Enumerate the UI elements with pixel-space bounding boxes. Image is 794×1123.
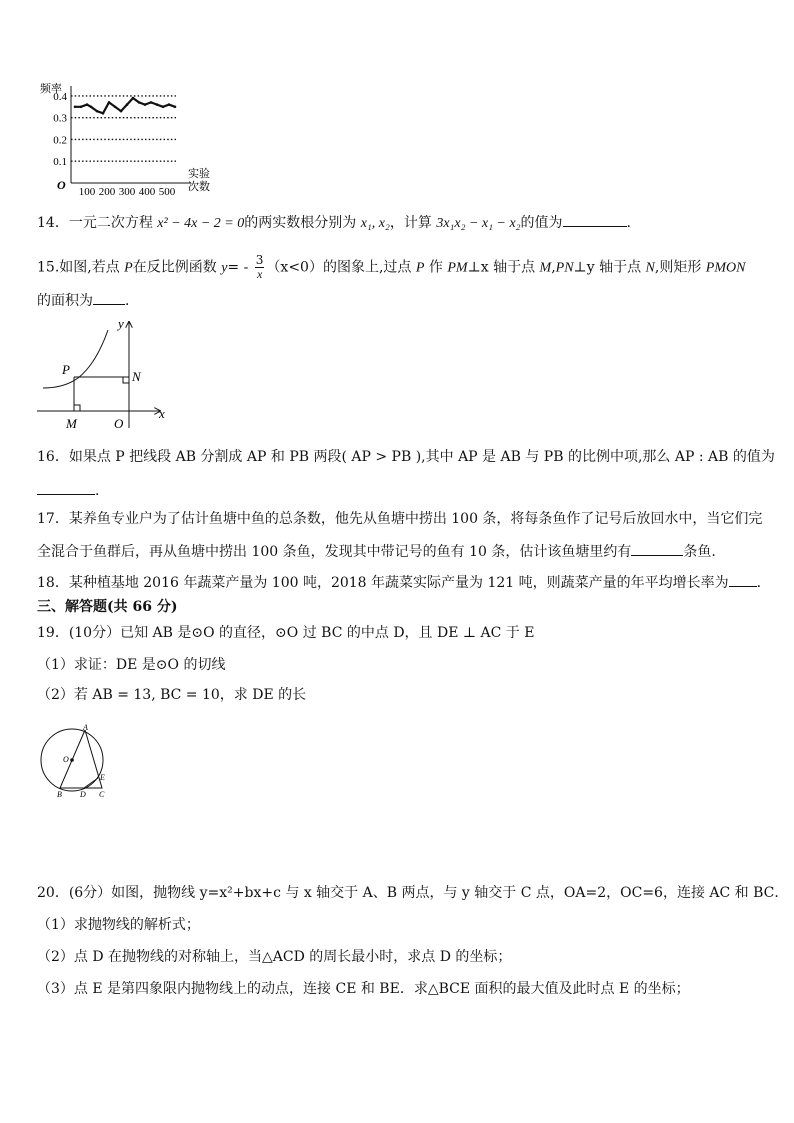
q19-label-e: E	[100, 773, 105, 782]
chart-data-point	[108, 101, 111, 104]
chart-data-point	[162, 105, 165, 108]
q15-pn: PN	[555, 260, 574, 276]
chart-x-tick-label: 200	[98, 186, 116, 195]
q15-pmon: PMON	[705, 260, 746, 276]
q15-line2: 的面积为	[37, 293, 93, 309]
q14-roots: x₁, x₂	[360, 216, 390, 231]
q15-func-y: y	[221, 260, 228, 276]
chart-y-tick-label: 0.2	[53, 134, 67, 147]
q15-figure	[34, 316, 174, 431]
q20-sub2: （2）点 D 在抛物线的对称轴上，当△ACD 的周长最小时，求点 D 的坐标；	[37, 949, 512, 965]
question-17-line2	[37, 541, 716, 561]
chart-data-point	[90, 105, 93, 108]
question-20-sub1	[37, 916, 200, 934]
q15-fraction	[255, 254, 265, 281]
q15-pm: PM	[447, 260, 468, 276]
question-15-line1	[37, 254, 745, 281]
q15-text-b: 在反比例函数	[132, 259, 222, 276]
chart-data-point	[96, 110, 99, 113]
question-20-sub2	[37, 948, 511, 966]
q18-line1: 18．某种植基地 2016 年蔬菜产量为 100 吨，2018 年蔬菜实际产量为 121 吨，则蔬菜产量的年平均增长率为	[37, 575, 729, 591]
chart-data-point	[80, 105, 83, 108]
chart-ylabel: 频率	[40, 83, 62, 95]
q16-answer-blank[interactable]	[37, 480, 95, 495]
question-14	[37, 212, 631, 233]
q15-hyperbola-curve	[43, 330, 108, 388]
chart-x-tick-label: 100	[78, 186, 96, 195]
q19-label-c: C	[99, 790, 105, 799]
q15-text-f: ⊥y 轴于点	[573, 259, 646, 276]
section-title: 三、解答题(共 66 分)	[37, 599, 178, 615]
q15-answer-blank[interactable]	[93, 290, 125, 305]
q17-line1: 17．某养鱼专业户为了估计鱼塘中鱼的总条数，他先从鱼塘中捞出 100 条，将每条鱼作了记号后放回水中，当它们完	[37, 511, 763, 527]
q20-sub3: （3）点 E 是第四象限内抛物线上的动点，连接 CE 和 BE．求△BCE 面积的最大值及此时点 E 的坐标；	[37, 981, 690, 997]
chart-data-point	[102, 112, 105, 115]
q14-mid2: ，计算	[389, 215, 437, 231]
frequency-chart	[36, 80, 226, 195]
q15-rectangle	[74, 377, 129, 411]
q15-label-p: P	[62, 362, 70, 377]
chart-data-point	[114, 105, 117, 108]
q16-line2-end: .	[95, 483, 100, 499]
question-19-sub1	[37, 656, 225, 674]
chart-xlabel-line2: 次数	[188, 181, 210, 193]
q17-line2-end: 条鱼.	[683, 544, 716, 560]
question-16-line2	[37, 480, 99, 500]
q15-point-p: P	[124, 260, 133, 276]
q19-sub2: （2）若 AB = 13, BC = 10，求 DE 的长	[37, 687, 307, 703]
chart-x-tick-label: 400	[138, 186, 156, 195]
q15-right-angle-n	[123, 377, 129, 383]
q19-sub1: （1）求证：DE 是⊙O 的切线	[37, 657, 226, 673]
chart-data-point	[86, 103, 89, 106]
q14-mid: 的两实数根分别为	[244, 215, 361, 231]
q15-right-angle-m	[74, 405, 80, 411]
chart-origin-label: O	[57, 178, 66, 192]
q15-condition: （x<0）	[266, 259, 323, 276]
chart-data-point	[168, 103, 171, 106]
chart-data-point	[174, 105, 177, 108]
q18-end: .	[756, 575, 762, 591]
q15-line2-end: ．	[125, 293, 139, 309]
q15-point-n: N	[645, 260, 655, 276]
q15-text-a: 15.如图,若点	[37, 259, 125, 276]
q15-text-d: 作	[424, 259, 448, 276]
question-20-line1	[37, 884, 788, 902]
q15-label-n: N	[132, 369, 141, 384]
q17-answer-blank[interactable]	[631, 541, 683, 556]
chart-xlabel-line1: 实验	[188, 168, 210, 180]
q17-line2: 全混合于鱼群后，再从鱼塘中捞出 100 条鱼，发现其中带记号的鱼有 10 条，估计该鱼塘里约有	[37, 544, 632, 560]
chart-x-ticks	[79, 186, 176, 195]
chart-data-point	[120, 110, 123, 113]
question-19-sub2	[37, 686, 306, 704]
chart-data-point	[144, 103, 147, 106]
chart-data-point	[132, 97, 135, 100]
q15-text-c: 的图象上,过点	[322, 259, 416, 276]
q15-label-x: x	[159, 406, 165, 421]
q15-comma: ,	[551, 259, 556, 276]
q15-func-eq: = -	[227, 259, 249, 276]
q15-fraction-den: x	[256, 267, 263, 281]
q14-expression: 3x₁x₂ − x₁ − x₂	[436, 216, 521, 231]
q16-line1: 16．如果点 P 把线段 AB 分割成 AP 和 PB 两段( AP > PB ),其中 AP 是 AB 与 PB 的比例中项,那么 AP : AB 的值为	[37, 449, 775, 465]
q20-sub1: （1）求抛物线的解析式；	[37, 917, 200, 933]
q19-label-a: A	[83, 723, 88, 732]
q15-label-y: y	[118, 316, 124, 331]
q14-answer-blank[interactable]	[563, 212, 627, 227]
q15-label-o: O	[114, 416, 124, 431]
q15-point-m: M	[539, 260, 552, 276]
chart-data-point	[150, 101, 153, 104]
q19-label-d: D	[80, 790, 86, 799]
q14-equation: x² − 4x − 2 = 0	[157, 216, 245, 231]
chart-data-point	[156, 103, 159, 106]
chart-y-tick-label: 0.4	[53, 90, 67, 103]
question-15-line2	[37, 290, 139, 310]
q19-segment-de	[84, 778, 98, 788]
question-18	[37, 572, 761, 592]
question-19-line1	[37, 624, 534, 642]
chart-data-point	[74, 105, 77, 108]
q14-end: .	[626, 215, 631, 231]
q19-center-dot	[70, 758, 74, 762]
chart-x-tick-label: 300	[118, 186, 136, 195]
chart-series-line	[75, 98, 175, 113]
q20-line1: 20．(6分）如图，抛物线 y=x²+bx+c 与 x 轴交于 A、B 两点，与 y 轴交于 C 点，OA=2，OC=6，连接 AC 和 BC．	[37, 885, 789, 901]
chart-data-point	[126, 103, 129, 106]
q19-label-b: B	[57, 790, 62, 799]
q14-suffix: 的值为	[520, 215, 563, 231]
chart-y-tick-label: 0.3	[53, 112, 67, 125]
chart-x-tick-label: 500	[158, 186, 176, 195]
question-16-line1	[37, 448, 775, 466]
chart-y-tick-label: 0.1	[53, 156, 67, 169]
q19-line1: 19．(10分）已知 AB 是⊙O 的直径，⊙O 过 BC 的中点 D，且 DE ⊥ AC 于 E	[37, 625, 535, 641]
chart-data-point	[138, 101, 141, 104]
q15-point-p-2: P	[415, 260, 425, 276]
chart-y-ticks	[53, 91, 67, 168]
q15-fraction-num: 3	[255, 253, 264, 267]
q14-prefix: 14．一元二次方程	[37, 215, 158, 231]
question-17-line1	[37, 510, 762, 528]
q19-label-o: O	[63, 755, 69, 764]
q15-text-e: ⊥x 轴于点	[467, 259, 540, 276]
q18-answer-blank[interactable]	[729, 572, 757, 587]
q15-label-m: M	[66, 416, 77, 431]
q19-figure	[36, 722, 116, 800]
question-20-sub3	[37, 980, 690, 998]
q15-text-g: ,则矩形	[654, 259, 706, 276]
